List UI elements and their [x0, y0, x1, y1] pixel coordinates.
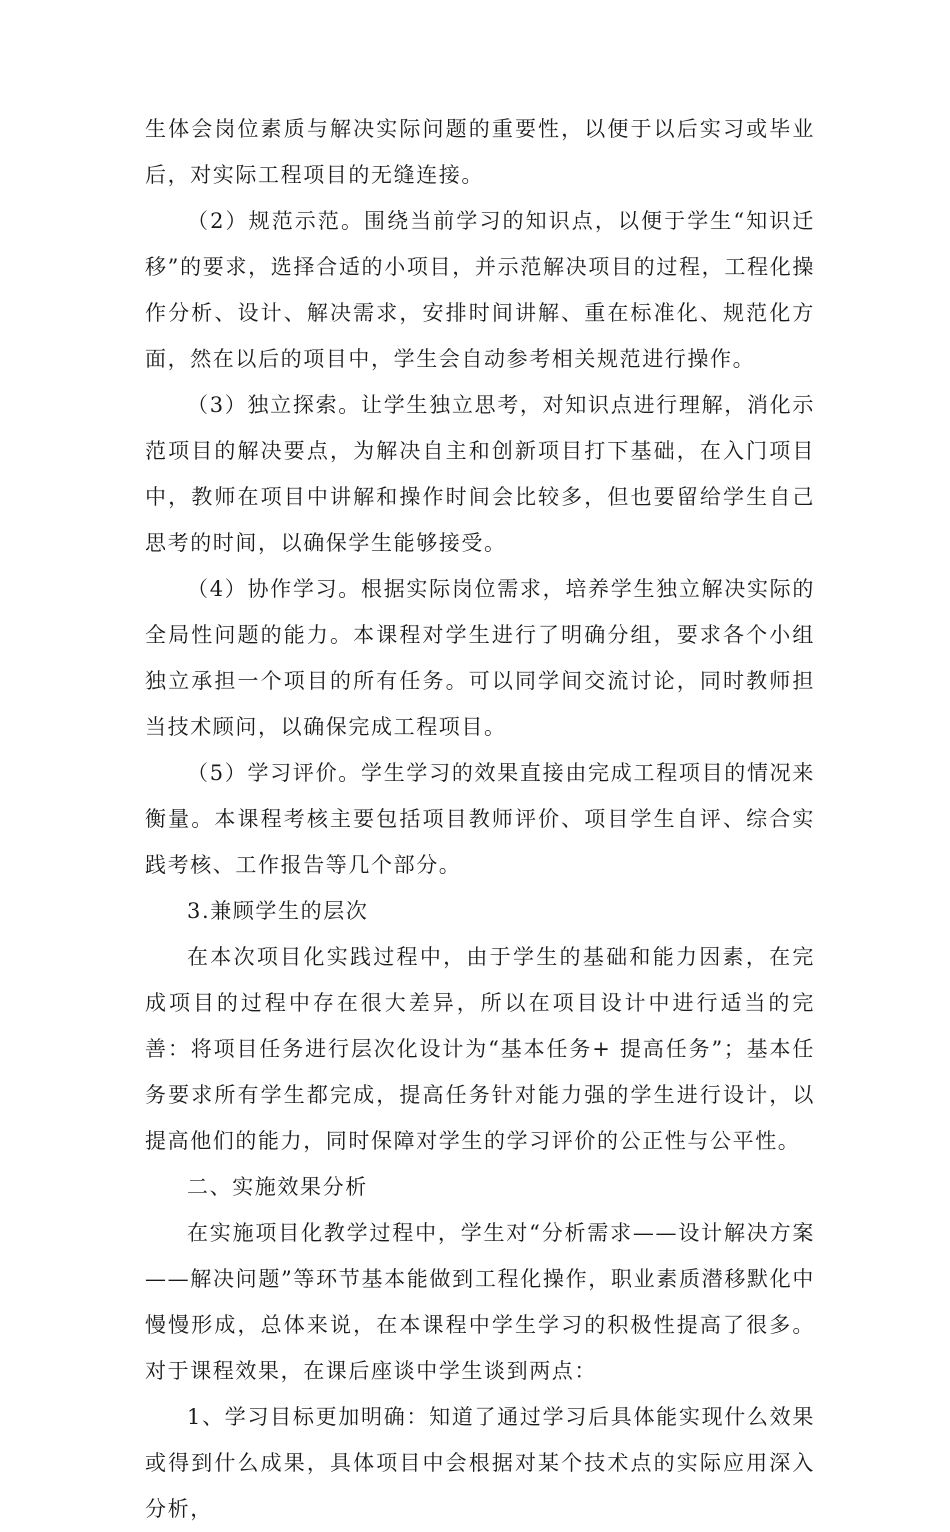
- paragraph-learning-evaluation: （5）学习评价。学生学习的效果直接由完成工程项目的情况来衡量。本课程考核主要包括项目教师评价、项目学生自评、综合实践考核、工作报告等几个部分。: [145, 761, 815, 877]
- section-heading-student-levels: 3.兼顾学生的层次: [187, 899, 369, 923]
- paragraph-collaborative-learning: （4）协作学习。根据实际岗位需求，培养学生独立解决实际的全局性问题的能力。本课程对学生进行了明确分组，要求各个小组独立承担一个项目的所有任务。可以同学间交流讨论，同时教师担当技术顾问，以确保完成工程项目。: [145, 577, 815, 739]
- section-heading-effect-analysis: 二、实施效果分析: [187, 1175, 368, 1199]
- document-body: [145, 106, 815, 1532]
- paragraph-continuation: 生体会岗位素质与解决实际问题的重要性，以便于以后实习或毕业后，对实际工程项目的无缝连接。: [145, 117, 815, 187]
- paragraph-independent-exploration: （3）独立探索。让学生独立思考，对知识点进行理解，消化示范项目的解决要点，为解决自主和创新项目打下基础，在入门项目中，教师在项目中讲解和操作时间会比较多，但也要留给学生自己思考的时间，以确保学生能够接受。: [145, 393, 815, 555]
- paragraph-standard-demo: （2）规范示范。围绕当前学习的知识点，以便于学生“知识迁移”的要求，选择合适的小项目，并示范解决项目的过程，工程化操作分析、设计、解决需求，安排时间讲解、重在标准化、规范化方面，然在以后的项目中，学生会自动参考相关规范进行操作。: [145, 209, 815, 371]
- paragraph-student-levels: 在本次项目化实践过程中，由于学生的基础和能力因素，在完成项目的过程中存在很大差异，所以在项目设计中进行适当的完善：将项目任务进行层次化设计为“基本任务+ 提高任务”；基本任务要求所有学生都完成，提高任务针对能力强的学生进行设计，以提高他们的能力，同时保障对学生的学习评价的公正性与公平性。: [145, 945, 815, 1153]
- paragraph-effect-analysis: 在实施项目化教学过程中，学生对“分析需求——设计解决方案——解决问题”等环节基本能做到工程化操作，职业素质潜移默化中慢慢形成，总体来说，在本课程中学生学习的积极性提高了很多。对于课程效果，在课后座谈中学生谈到两点：: [145, 1221, 815, 1383]
- paragraph-clear-goals: 1、学习目标更加明确：知道了通过学习后具体能实现什么效果或得到什么成果，具体项目中会根据对某个技术点的实际应用深入分析，: [145, 1405, 815, 1521]
